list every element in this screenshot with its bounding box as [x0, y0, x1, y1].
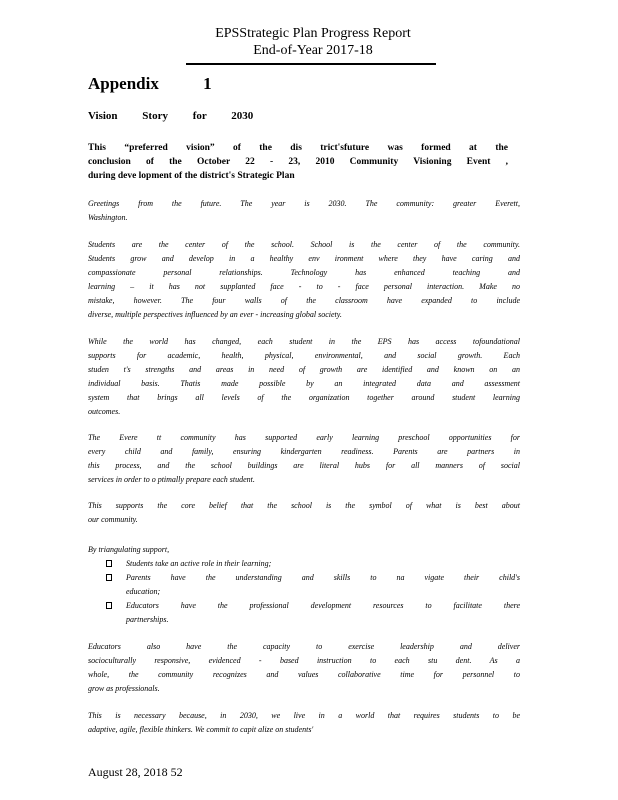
- paragraph-line: system that brings all levels of the organization together around student learning: [88, 393, 520, 402]
- bullet-line: education;: [126, 587, 161, 596]
- paragraph-line: outcomes.: [88, 407, 121, 416]
- paragraph-line: whole, the community recognizes and values collaborative time for personnel to: [88, 670, 520, 679]
- paragraph-line: socioculturally responsive, evidenced - based instruction to each stu dent. As a: [88, 656, 520, 665]
- paragraph-belief: [88, 499, 520, 527]
- paragraph-line: Students are the center of the school. School is the center of the community.: [88, 240, 520, 249]
- appendix-label: Appendix: [88, 74, 159, 93]
- paragraph-line: Students grow and develop in a healthy env ironment where they have caring and: [88, 254, 520, 263]
- paragraph-line: This supports the core belief that the school is the symbol of what is best about: [88, 501, 520, 510]
- paragraph-educators: [88, 640, 520, 696]
- intro-line: during deve lopment of the district's Strategic Plan: [88, 171, 295, 181]
- paragraph-line: This is necessary because, in 2030, we live in a world that requires students to be: [88, 711, 520, 720]
- intro-text: [88, 141, 508, 183]
- intro-line: This “preferred vision” of the dis trict'sfuture was formed at the: [88, 143, 508, 153]
- header-rule: [186, 63, 436, 65]
- paragraph-world: [88, 335, 520, 419]
- bullet-lead: By triangulating support,: [88, 545, 170, 554]
- paragraph-line: The Evere tt community has supported early learning preschool opportunities for: [88, 433, 520, 442]
- paragraph-line: compassionate personal relationships. Technology has enhanced teaching and: [88, 268, 520, 277]
- bullet-box-icon: [106, 602, 112, 609]
- paragraph-line: Greetings from the future. The year is 2030. The community: greater Everett,: [88, 199, 520, 208]
- bullet-section: [88, 543, 520, 627]
- paragraph-line: every child and family, ensuring kindergarten readiness. Parents are partners in: [88, 447, 520, 456]
- bullet-item: [106, 557, 520, 571]
- paragraph-community: [88, 431, 520, 487]
- paragraph-line: supports for academic, health, physical, environmental, and social growth. Each: [88, 351, 520, 360]
- bullet-line: Students take an active role in their learning;: [126, 559, 272, 568]
- paragraph-line: adaptive, agile, flexible thinkers. We commit to capit alize on students': [88, 725, 314, 734]
- paragraph-line: this process, and the school buildings are literal hubs for all manners of social: [88, 461, 520, 470]
- bullet-line: Parents have the understanding and skills to na vigate their child's: [126, 573, 520, 582]
- appendix-number: 1: [203, 74, 212, 93]
- bullet-item: [106, 599, 520, 627]
- paragraph-students: [88, 238, 520, 322]
- paragraph-line: Educators also have the capacity to exercise leadership and deliver: [88, 642, 520, 651]
- bullet-line: partnerships.: [126, 615, 169, 624]
- bullet-item: [106, 571, 520, 599]
- paragraph-line: learning – it has not supplanted face - to - face personal interaction. Make no: [88, 282, 520, 291]
- paragraph-line: While the world has changed, each student in the EPS has access tofoundational: [88, 337, 520, 346]
- paragraph-line: our community.: [88, 515, 138, 524]
- bullet-box-icon: [106, 574, 112, 581]
- report-subtitle: End-of-Year 2017-18: [253, 43, 373, 58]
- report-title: EPSStrategic Plan Progress Report: [215, 26, 411, 41]
- bullet-line: Educators have the professional development resources to facilitate there: [126, 601, 520, 610]
- paragraph-line: grow as professionals.: [88, 684, 160, 693]
- section-title: Vision Story for 2030: [88, 110, 254, 122]
- bullet-box-icon: [106, 560, 112, 567]
- paragraph-line: services in order to o ptimally prepare each student.: [88, 475, 255, 484]
- paragraph-line: diverse, multiple perspectives influenced by an ever - increasing global society.: [88, 310, 342, 319]
- paragraph-greetings: [88, 197, 520, 225]
- paragraph-line: studen t's strengths and areas in need of growth are identified and known on an: [88, 365, 520, 374]
- paragraph-line: individual basis. Thatis made possible by an integrated data and assessment: [88, 379, 520, 388]
- intro-line: conclusion of the October 22 - 23, 2010 Community Visioning Event ,: [88, 157, 508, 167]
- paragraph-line: Washington.: [88, 213, 128, 222]
- paragraph-line: mistake, however. The four walls of the classroom have expanded to include: [88, 296, 520, 305]
- appendix-heading: [88, 74, 212, 94]
- page-footer: August 28, 2018 52: [88, 765, 183, 779]
- paragraph-necessary: [88, 709, 520, 737]
